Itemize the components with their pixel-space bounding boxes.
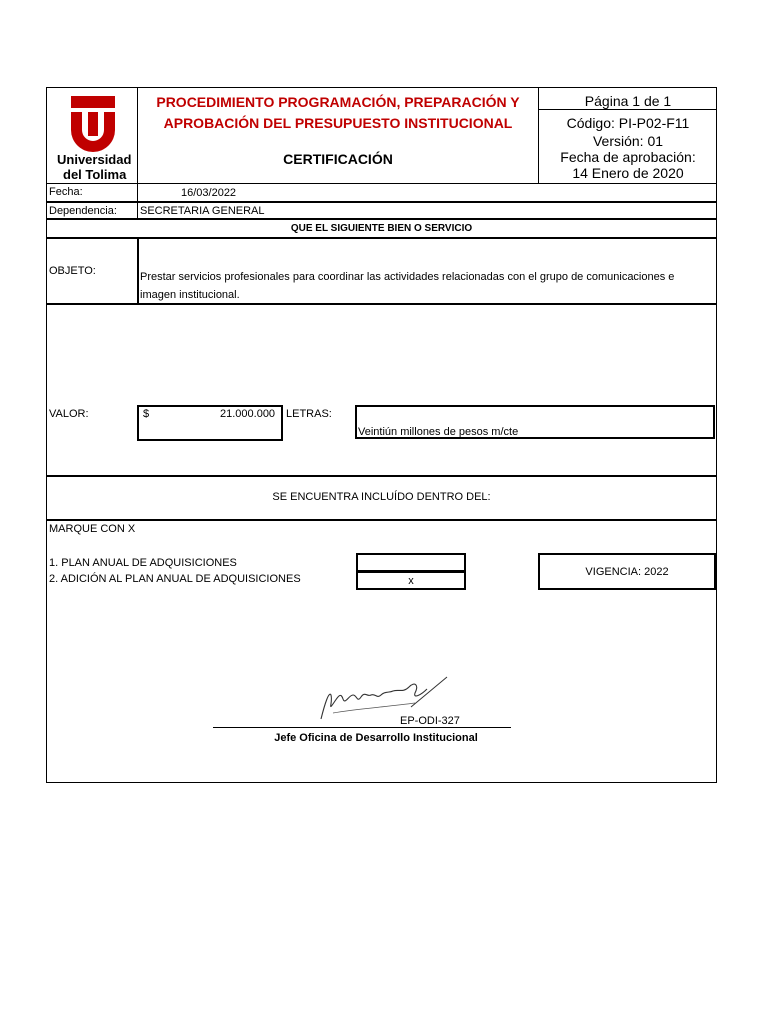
date-value: 16/03/2022 xyxy=(181,187,237,199)
currency-symbol: $ xyxy=(143,408,150,420)
object-text-line-1: Prestar servicios profesionales para coordinar las actividades relacionadas con el grupo de comunicaciones e xyxy=(140,271,675,283)
object-text-line-2: imagen institucional. xyxy=(140,289,240,301)
dependency-value: SECRETARIA GENERAL xyxy=(140,205,265,217)
option-1-label: 1. PLAN ANUAL DE ADQUISICIONES xyxy=(49,557,237,569)
procedure-title-line-1: PROCEDIMIENTO PROGRAMACIÓN, PREPARACIÓN Y xyxy=(156,94,520,110)
document-code: Código: PI-P02-F11 xyxy=(566,115,690,131)
letters-value: Veintiún millones de pesos m/cte xyxy=(358,426,519,438)
signer-title: Jefe Oficina de Desarrollo Institucional xyxy=(274,732,478,744)
university-logo xyxy=(55,92,131,182)
logo-line-1: Universidad xyxy=(57,152,132,167)
letters-label: LETRAS: xyxy=(286,408,332,420)
approval-date-label: Fecha de aprobación: xyxy=(560,149,696,165)
signature-code: EP-ODI-327 xyxy=(400,715,460,727)
mark-instruction: MARQUE CON X xyxy=(49,523,136,535)
procedure-title-line-2: APROBACIÓN DEL PRESUPUESTO INSTITUCIONAL xyxy=(163,115,513,131)
value-amount: 21.000.000 xyxy=(220,408,276,420)
document-subtitle: CERTIFICACIÓN xyxy=(283,151,393,167)
date-label: Fecha: xyxy=(49,186,83,198)
option-2-mark: x xyxy=(408,575,414,587)
logo-u-icon xyxy=(55,92,131,152)
page-number: Página 1 de 1 xyxy=(584,93,672,109)
included-label: SE ENCUENTRA INCLUÍDO DENTRO DEL: xyxy=(272,491,491,503)
object-label: OBJETO: xyxy=(49,265,96,277)
option-2-label: 2. ADICIÓN AL PLAN ANUAL DE ADQUISICIONES xyxy=(49,573,301,585)
signature-line xyxy=(213,727,511,728)
section-title: QUE EL SIGUIENTE BIEN O SERVICIO xyxy=(290,223,473,234)
validity-label: VIGENCIA: 2022 xyxy=(585,566,669,578)
dependency-label: Dependencia: xyxy=(49,205,117,217)
approval-date-value: 14 Enero de 2020 xyxy=(572,165,684,181)
logo-line-2: del Tolima xyxy=(63,167,127,182)
document-version: Versión: 01 xyxy=(592,133,664,149)
option-1-checkbox[interactable] xyxy=(356,553,466,572)
value-label: VALOR: xyxy=(49,408,89,420)
